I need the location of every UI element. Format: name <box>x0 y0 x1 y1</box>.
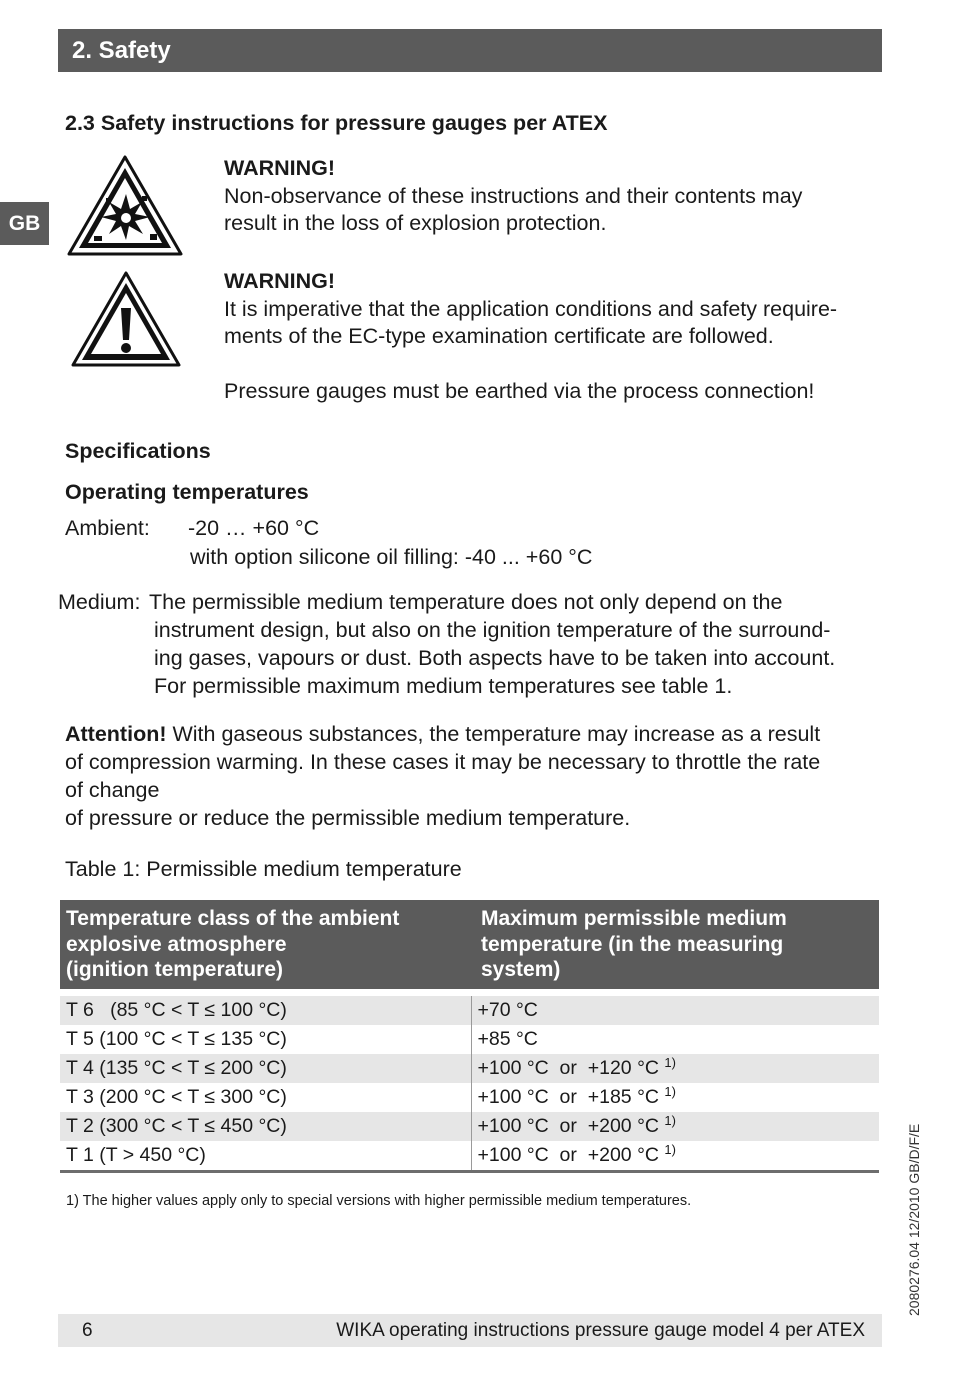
specifications-heading: Specifications <box>65 439 211 463</box>
ambient-option: with option silicone oil filling: -40 ... +60 °C <box>190 545 593 569</box>
table-row <box>60 1054 879 1083</box>
medium-text-line: instrument design, but also on the ignition temperature of the surround- <box>154 618 831 642</box>
table-row <box>60 996 879 1025</box>
chapter-title: 2. Safety <box>72 37 171 64</box>
operating-temperatures-heading: Operating temperatures <box>65 480 309 504</box>
temperature-class-cell: T 1 (T > 450 °C) <box>60 1141 471 1172</box>
exclamation-warning-icon <box>70 270 182 368</box>
table-row <box>60 1083 879 1112</box>
temperature-class-cell: T 4 (135 °C < T ≤ 200 °C) <box>60 1054 471 1083</box>
attention-text: With gaseous substances, the temperature may increase as a result <box>166 722 821 746</box>
section-header-bar <box>58 29 882 72</box>
warning-block-general <box>224 269 837 405</box>
temperature-class-cell: T 6 (85 °C < T ≤ 100 °C) <box>60 996 471 1025</box>
warning-text-line: result in the loss of explosion protection. <box>224 211 607 235</box>
table-footnote: 1) The higher values apply only to special versions with higher permissible medium temperatures. <box>66 1193 692 1209</box>
language-tab: GB <box>0 202 49 245</box>
page-number: 6 <box>82 1320 93 1341</box>
medium-text-line: ing gases, vapours or dust. Both aspects have to be taken into account. <box>154 646 836 670</box>
max-temp-cell: +100 °C or +120 °C $^{1)}$ <box>471 1054 879 1083</box>
footnote-marker: 1) <box>664 1083 676 1099</box>
section-title: 2.3 Safety instructions for pressure gauges per ATEX <box>65 111 608 135</box>
medium-text-line: The permissible medium temperature does not only depend on the <box>149 590 783 614</box>
warning-heading: WARNING! <box>224 156 336 180</box>
medium-label: Medium: <box>58 590 141 614</box>
warning-text-line: Non-observance of these instructions and their contents may <box>224 184 803 208</box>
footer-text: WIKA operating instructions pressure gauge model 4 per ATEX <box>336 1320 865 1341</box>
max-temp-cell: +100 °C or +200 °C $^{1)}$ <box>471 1141 879 1172</box>
warning-text-line: ments of the EC-type examination certificate are followed. <box>224 324 774 348</box>
attention-text: of pressure or reduce the permissible medium temperature. <box>65 806 631 830</box>
max-temp-cell: +85 °C <box>471 1025 879 1054</box>
ambient-value: -20 … +60 °C <box>188 516 320 540</box>
footnote-marker: 1) <box>664 1141 676 1157</box>
document-code: 2080276.04 12/2010 GB/D/F/E <box>906 1123 922 1316</box>
footnote-marker: 1) <box>664 1112 676 1128</box>
earthing-note: Pressure gauges must be earthed via the process connection! <box>224 379 815 403</box>
medium-text-line: For permissible maximum medium temperatures see table 1. <box>154 674 733 698</box>
medium-text <box>149 588 835 700</box>
column-header-temperature-class: Temperature class of the ambient explosive atmosphere (ignition temperature) <box>60 900 471 989</box>
column-header-max-medium-temp: Maximum permissible medium temperature (in the measuring system) <box>471 900 879 989</box>
table-row <box>60 1112 879 1141</box>
attention-text: of change <box>65 778 160 802</box>
table-row <box>60 1025 879 1054</box>
explosion-warning-icon <box>66 154 184 258</box>
max-temp-cell: +70 °C <box>471 996 879 1025</box>
temperature-class-cell: T 2 (300 °C < T ≤ 450 °C) <box>60 1112 471 1141</box>
table-caption: Table 1: Permissible medium temperature <box>65 857 462 881</box>
warning-block-explosion <box>224 156 802 237</box>
temperature-class-cell: T 3 (200 °C < T ≤ 300 °C) <box>66 1085 287 1108</box>
max-temp-cell: +100 °C or +200 °C $^{1)}$ <box>471 1112 879 1141</box>
temperature-class-cell: T 5 (100 °C < T ≤ 135 °C) <box>66 1027 287 1050</box>
attention-text: of compression warming. In these cases it may be necessary to throttle the rate <box>65 750 821 774</box>
table-row <box>60 1141 879 1172</box>
attention-paragraph <box>65 720 875 832</box>
max-temp-cell: +100 °C or +185 °C $^{1)}$ <box>471 1083 879 1112</box>
medium-temperature-table <box>60 900 879 1173</box>
ambient-label: Ambient: <box>65 516 150 540</box>
warning-heading: WARNING! <box>224 269 336 293</box>
footnote-marker: 1) <box>664 1054 676 1070</box>
warning-text-line: It is imperative that the application conditions and safety require- <box>224 297 838 321</box>
table-header-row <box>60 900 879 989</box>
page-footer <box>58 1314 882 1347</box>
attention-label: Attention! <box>65 722 167 746</box>
